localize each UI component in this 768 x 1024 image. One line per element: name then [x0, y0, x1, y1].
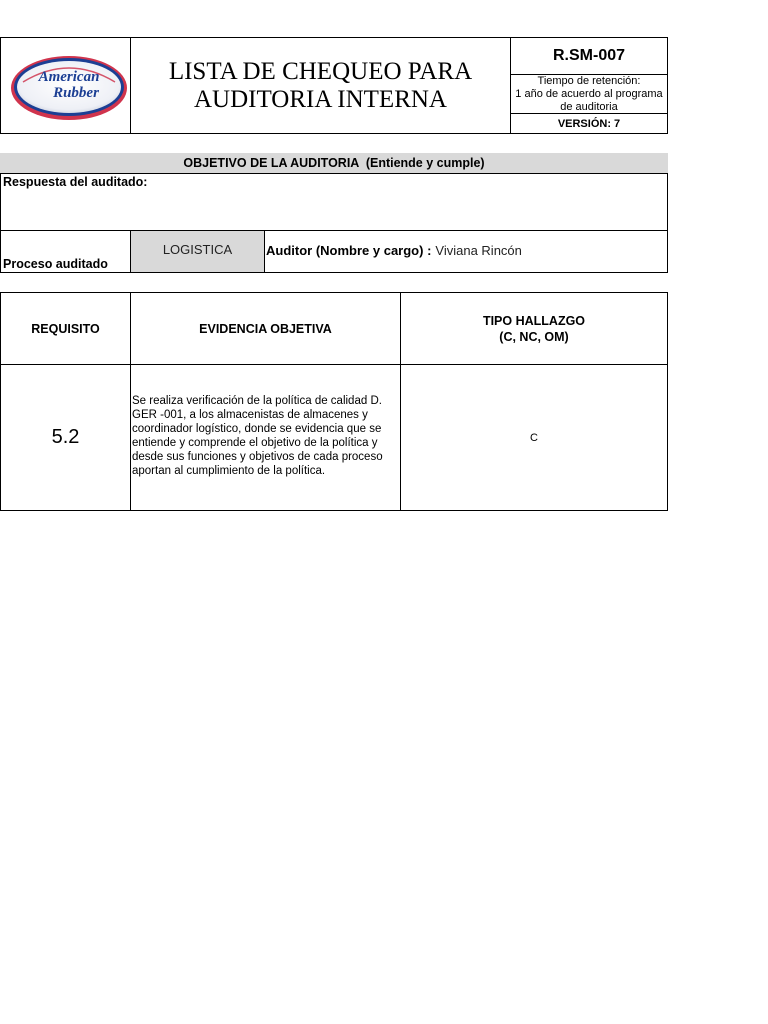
evidencia-header-text: EVIDENCIA OBJETIVA	[199, 321, 332, 336]
retention-line-2: 1 año de acuerdo al programa	[515, 87, 663, 100]
column-header-tipo-hallazgo	[400, 292, 668, 365]
process-label: Proceso auditado	[3, 257, 108, 271]
tipo-header-line-2: (C, NC, OM)	[499, 329, 569, 344]
title-line-2: AUDITORIA INTERNA	[193, 85, 447, 113]
logo-text-american: American	[38, 69, 100, 85]
logo-text-rubber: Rubber	[53, 85, 99, 101]
retention-line-3: de auditoria	[560, 100, 618, 113]
version-cell	[510, 113, 668, 134]
requisito-value: 5.2	[51, 426, 80, 448]
auditor-cell	[264, 230, 668, 273]
requisito-header-text: REQUISITO	[31, 321, 100, 336]
column-header-requisito	[0, 292, 131, 365]
auditor-label: Auditor (Nombre y cargo) :	[266, 243, 432, 258]
retention-cell	[510, 74, 668, 114]
table-row-evidencia	[130, 364, 401, 511]
version-text: VERSIÓN: 7	[557, 117, 621, 130]
document-title	[130, 37, 511, 134]
process-value: LOGISTICA	[162, 242, 233, 257]
logo-cell	[0, 37, 131, 134]
tipo-header-line-1: TIPO HALLAZGO	[482, 313, 586, 328]
document-code	[510, 37, 668, 75]
table-row-tipo	[400, 364, 668, 511]
american-rubber-logo	[9, 52, 129, 122]
table-row-requisito	[0, 364, 131, 511]
auditee-response-label: Respuesta del auditado:	[3, 175, 148, 189]
auditor-value: Viviana Rincón	[435, 243, 522, 258]
title-line-1: LISTA DE CHEQUEO PARA	[168, 57, 473, 85]
column-header-evidencia	[130, 292, 401, 365]
document-code-text: R.SM-007	[552, 47, 626, 64]
objective-bar	[0, 153, 668, 173]
retention-line-1: Tiempo de retención:	[537, 74, 641, 87]
process-value-cell	[130, 230, 265, 273]
objective-bar-label: OBJETIVO DE LA AUDITORIA (Entiende y cumple)	[183, 156, 485, 170]
process-label-cell	[0, 230, 131, 273]
tipo-value: C	[530, 431, 538, 444]
evidencia-value: Se realiza verificación de la política de calidad D. GER -001, a los almacenistas de almacenes y coordinador logístico, donde se evidencia que se entiende y comprende el objetivo de la política y desde sus funciones y objetivos de cada proceso aportan al cumplimiento de la política.	[132, 394, 383, 477]
auditee-response-cell	[0, 173, 668, 231]
